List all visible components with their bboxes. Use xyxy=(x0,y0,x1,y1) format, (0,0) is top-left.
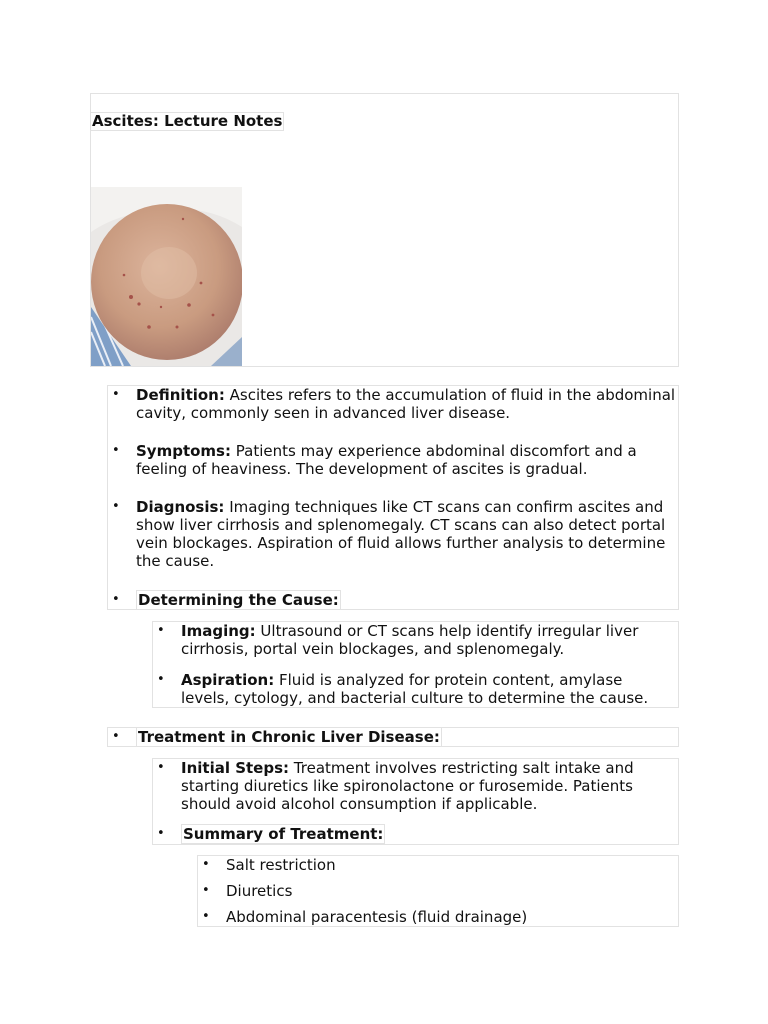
bullet: • xyxy=(202,883,210,898)
summary-item-text: Abdominal paracentesis (fluid drainage) xyxy=(226,908,528,926)
treatment-heading: Treatment in Chronic Liver Disease: xyxy=(138,728,440,746)
bullet: • xyxy=(112,499,120,514)
bullet: • xyxy=(112,729,120,744)
item-label: Definition: xyxy=(136,386,225,404)
item-text: Patients may experience abdominal discomfort and a feeling of heaviness. The development of ascites is gradual. xyxy=(136,442,637,478)
item-label: Imaging: xyxy=(181,622,256,640)
bullet: • xyxy=(157,826,165,841)
document-title: Ascites: Lecture Notes xyxy=(92,112,283,130)
summary-item-text: Salt restriction xyxy=(226,856,336,874)
item-text: Ultrasound or CT scans help identify irregular liver cirrhosis, portal vein blockages, and splenomegaly. xyxy=(181,622,639,658)
summary-item-text: Diuretics xyxy=(226,882,293,900)
item-label: Determining the Cause: xyxy=(138,591,339,609)
bullet: • xyxy=(112,387,120,402)
bullet: • xyxy=(112,592,120,607)
bullet: • xyxy=(157,672,165,687)
abdomen-photo xyxy=(91,187,242,366)
item-label: Initial Steps: xyxy=(181,759,290,777)
bullet: • xyxy=(157,760,165,775)
item-text: Fluid is analyzed for protein content, amylase levels, cytology, and bacterial culture to determine the cause. xyxy=(181,671,649,707)
bullet: • xyxy=(112,443,120,458)
bullet: • xyxy=(202,909,210,924)
item-label: Diagnosis: xyxy=(136,498,225,516)
bullet: • xyxy=(157,623,165,638)
item-label: Aspiration: xyxy=(181,671,275,689)
item-label: Symptoms: xyxy=(136,442,231,460)
bullet: • xyxy=(202,857,210,872)
item-text: Ascites refers to the accumulation of fluid in the abdominal cavity, commonly seen in advanced liver disease. xyxy=(136,386,676,422)
item-text: Imaging techniques like CT scans can confirm ascites and show liver cirrhosis and splenomegaly. CT scans can also detect portal vein blockages. Aspiration of fluid allows further analysis to determine the cause. xyxy=(136,498,666,570)
item-text: Treatment involves restricting salt intake and starting diuretics like spironolactone or furosemide. Patients should avoid alcohol consumption if applicable. xyxy=(181,759,634,813)
item-label: Summary of Treatment: xyxy=(183,825,384,843)
